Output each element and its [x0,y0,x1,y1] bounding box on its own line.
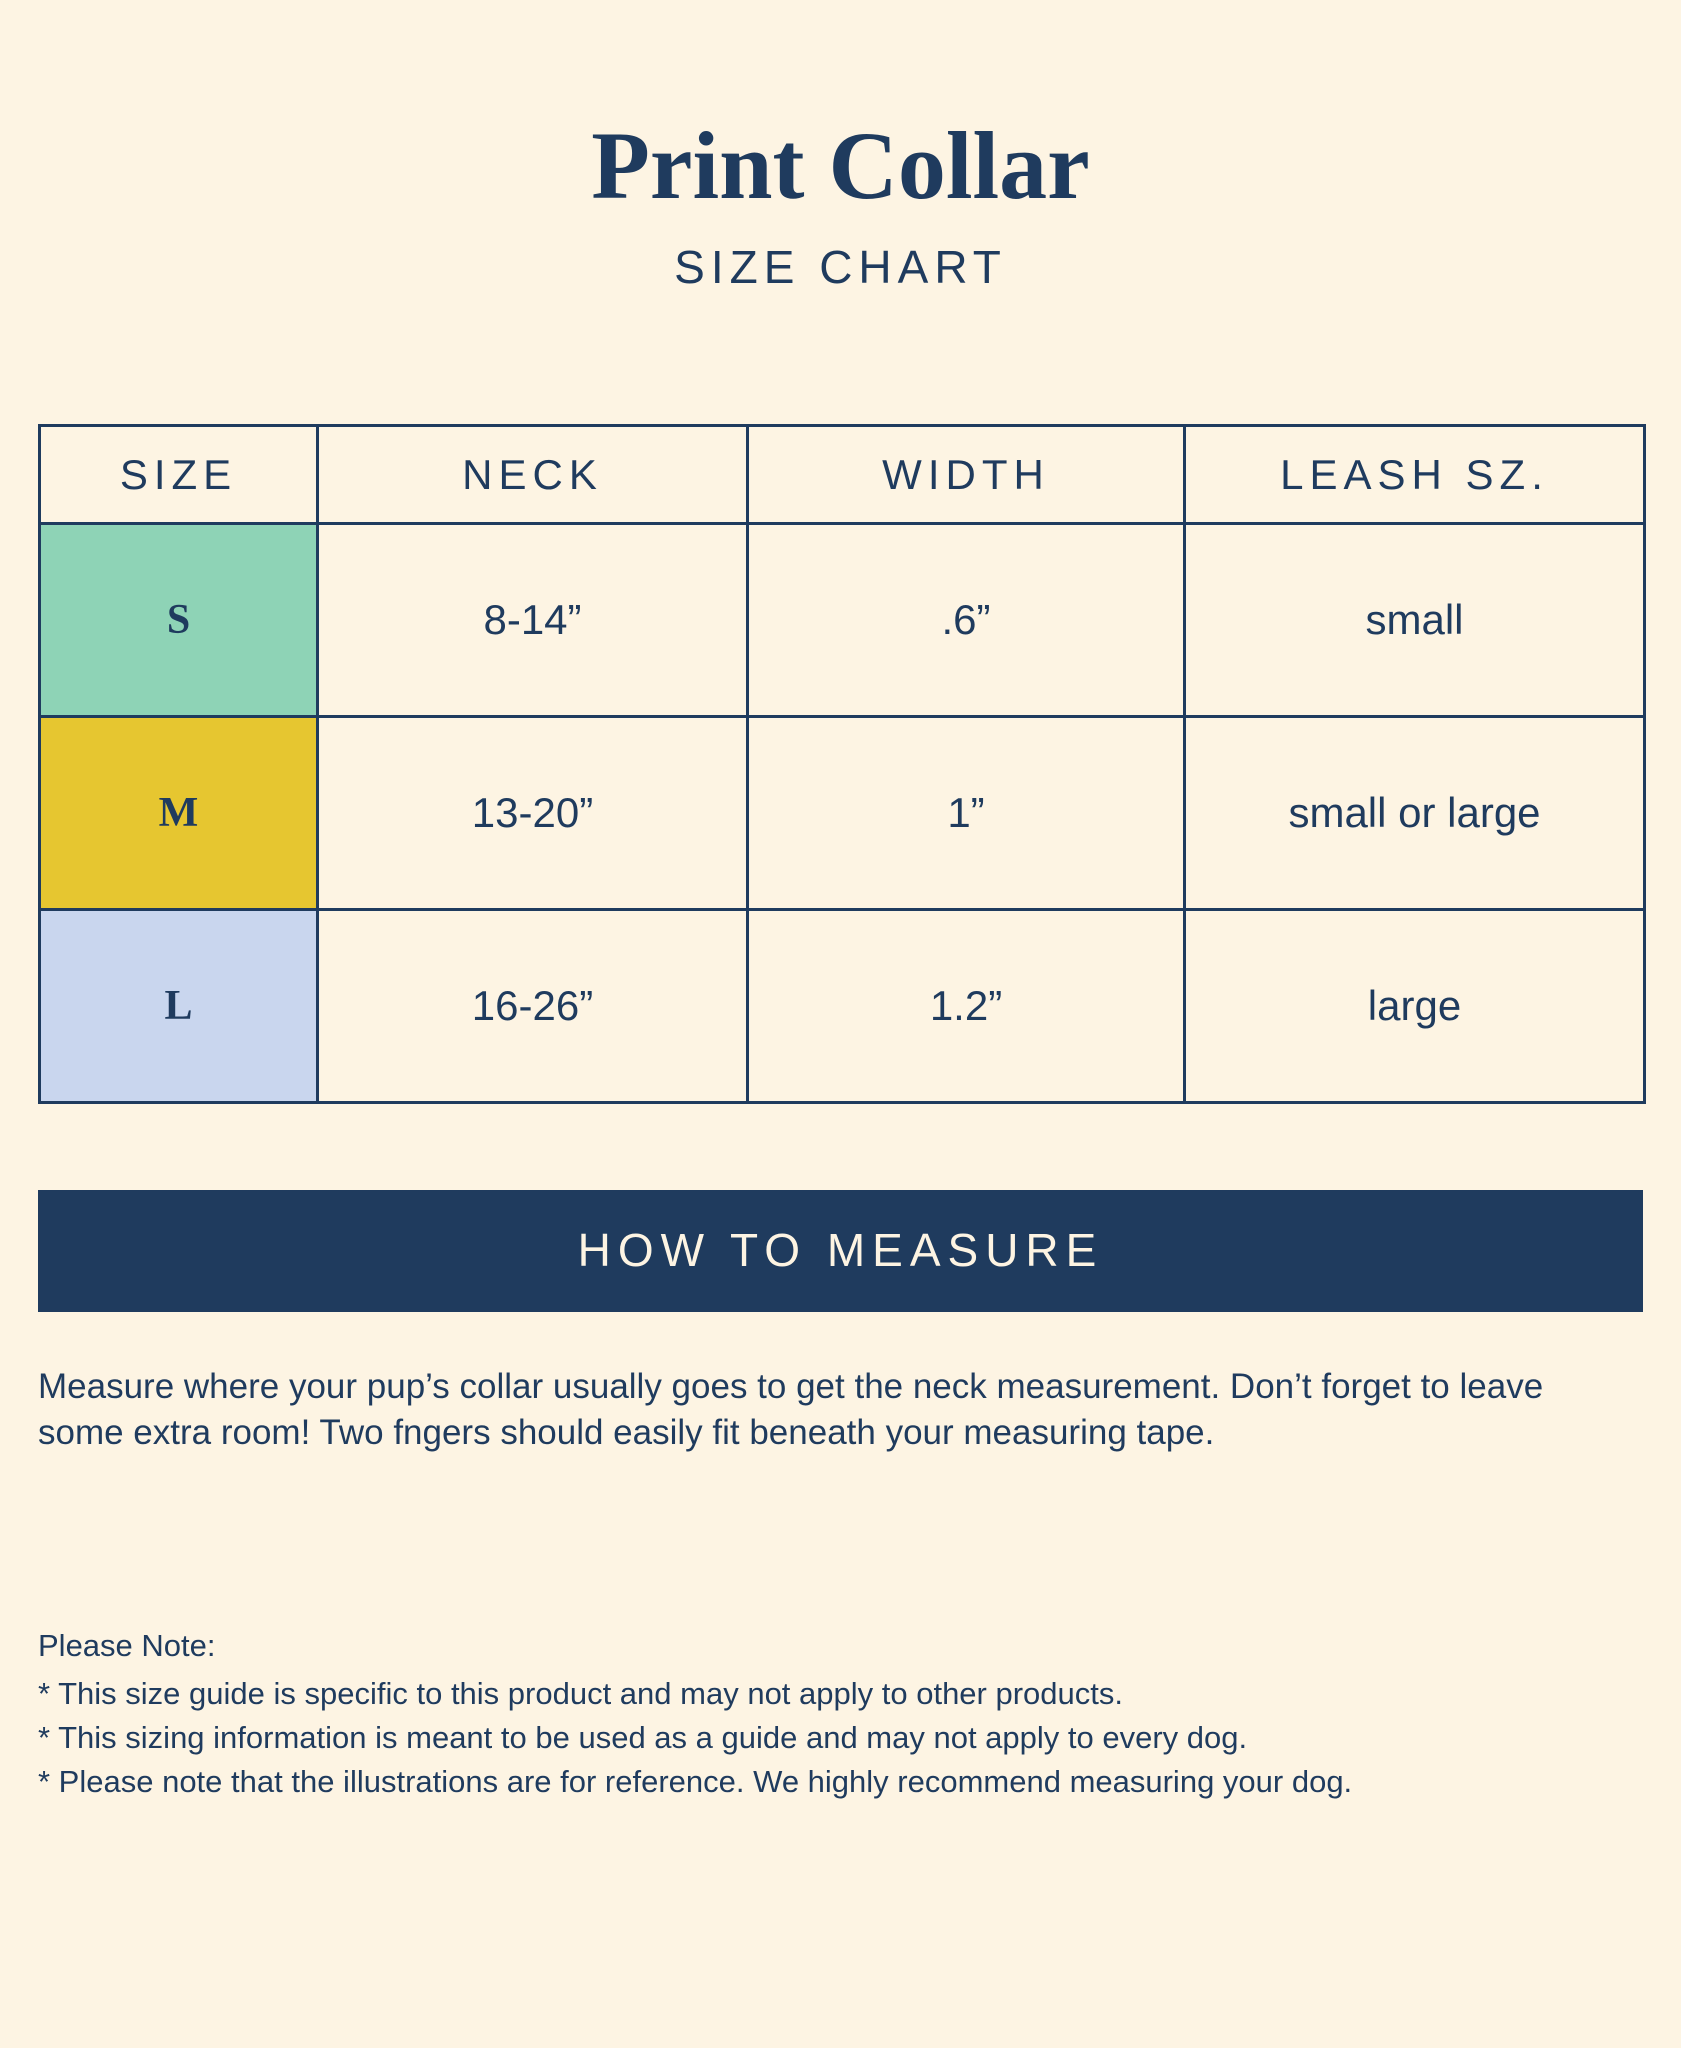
how-to-measure-text: Measure where your pup’s collar usually goes to get the neck measurement. Don’t forget to leave some extra room! Two fngers should easily fit beneath your measuring tape. [38,1367,1544,1453]
table-row [40,717,1645,910]
neck-value-small: 8-14” [318,524,748,717]
neck-value-large: 16-26” [318,910,748,1103]
please-note-title: Please Note: [38,1628,216,1664]
table-row [40,910,1645,1103]
leash-value-large: large [1185,910,1645,1103]
size-badge-small: S [40,524,318,717]
page-title: Print Collar [591,112,1090,219]
width-value-large: 1.2” [748,910,1185,1103]
header [38,0,1643,294]
how-to-measure-banner: HOW TO MEASURE [38,1190,1643,1312]
please-note-line-2: * This sizing information is meant to be used as a guide and may not apply to every dog. [38,1720,1248,1756]
neck-value-medium: 13-20” [318,717,748,910]
size-badge-large: L [40,910,318,1103]
width-value-medium: 1” [748,717,1185,910]
leash-value-medium: small or large [1185,717,1645,910]
column-header-neck: NECK [318,426,748,524]
please-note-line-1: * This size guide is specific to this product and may not apply to other products. [38,1676,1123,1712]
table-row [40,524,1645,717]
page-subtitle: SIZE CHART [674,241,1007,293]
column-header-width: WIDTH [748,426,1185,524]
size-badge-medium: M [40,717,318,910]
size-table [38,424,1646,1104]
please-note-line-3: * Please note that the illustrations are for reference. We highly recommend measuring your dog. [38,1764,1353,1800]
column-header-size: SIZE [40,426,318,524]
leash-value-small: small [1185,524,1645,717]
column-header-leash: LEASH SZ. [1185,426,1645,524]
table-header-row [40,426,1645,524]
width-value-small: .6” [748,524,1185,717]
please-note-block [38,1624,1598,1804]
size-table-container [38,424,1643,1104]
